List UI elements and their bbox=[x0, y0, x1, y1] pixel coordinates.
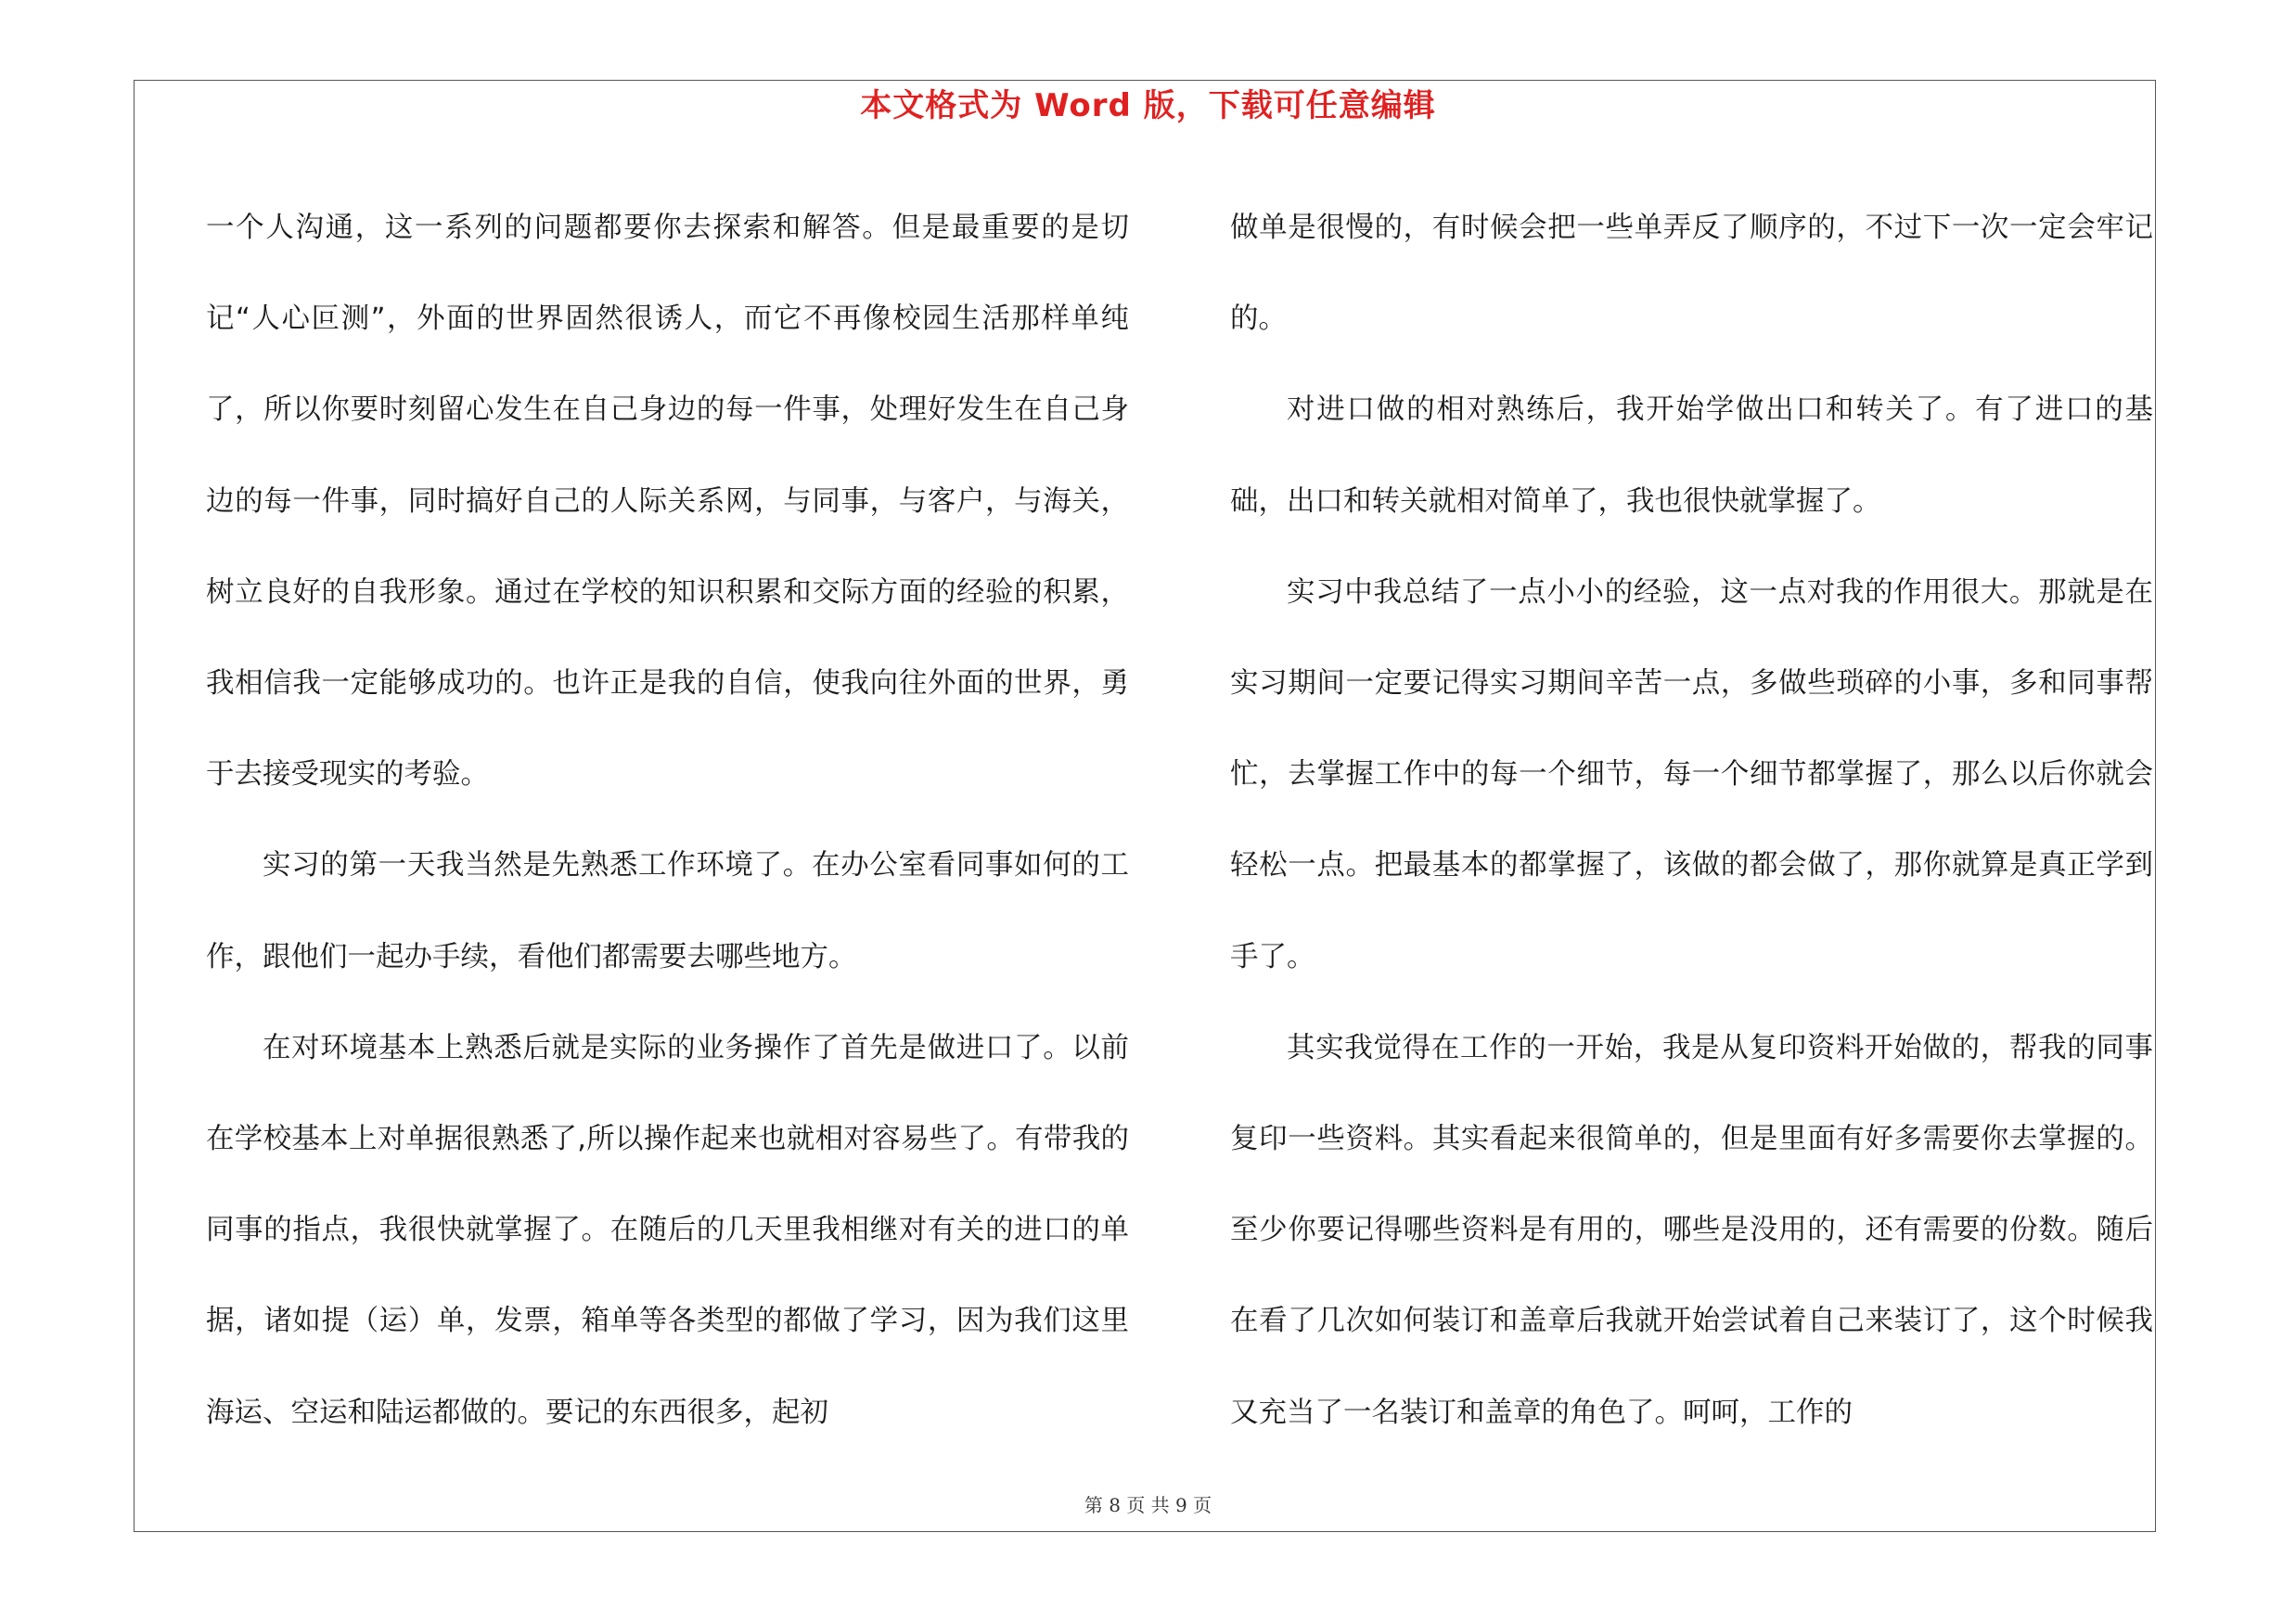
right-text-column bbox=[1230, 183, 2153, 1459]
word-format-banner: 本文格式为 Word 版，下载可任意编辑 bbox=[860, 87, 1436, 124]
paragraph: 实习的第一天我当然是先熟悉工作环境了。在办公室看同事如何的工作，跟他们一起办手续，看他们都需要去哪些地方。 bbox=[206, 849, 1129, 973]
paragraph: 实习中我总结了一点小小的经验，这一点对我的作用很大。那就是在实习期间一定要记得实习期间辛苦一点，多做些琐碎的小事，多和同事帮忙，去掌握工作中的每一个细节，每一个细节都掌握了，那么以后你就会轻松一点。把最基本的都掌握了，该做的都会做了，那你就算是真正学到手了。 bbox=[1230, 575, 2153, 973]
paragraph: 对进口做的相对熟练后，我开始学做出口和转关了。有了进口的基础，出口和转关就相对简单了，我也很快就掌握了。 bbox=[1230, 393, 2153, 518]
paragraph: 做单是很慢的，有时候会把一些单弄反了顺序的，不过下一次一定会牢记的。 bbox=[1230, 212, 2153, 336]
paragraph: 一个人沟通，这一系列的问题都要你去探索和解答。但是最重要的是切记“人心叵测”，外面的世界固然很诱人，而它不再像校园生活那样单纯了，所以你要时刻留心发生在自己身边的每一件事，处理好发生在自己身边的每一件事，同时搞好自己的人际关系网，与同事，与客户，与海关，树立良好的自我形象。通过在学校的知识积累和交际方面的经验的积累，我相信我一定能够成功的。也许正是我的自信，使我向往外面的世界，勇于去接受现实的考验。 bbox=[206, 212, 1129, 792]
page-number: 第 8 页 共 9 页 bbox=[1084, 1494, 1212, 1516]
paragraph: 其实我觉得在工作的一开始，我是从复印资料开始做的，帮我的同事复印一些资料。其实看起来很简单的，但是里面有好多需要你去掌握的。至少你要记得哪些资料是有用的，哪些是没用的，还有需要的份数。随后在看了几次如何装订和盖章后我就开始尝试着自己来装订了，这个时候我又充当了一名装订和盖章的角色了。呵呵，工作的 bbox=[1230, 1031, 2153, 1429]
left-text-column bbox=[206, 183, 1129, 1459]
paragraph: 在对环境基本上熟悉后就是实际的业务操作了首先是做进口了。以前在学校基本上对单据很熟悉了,所以操作起来也就相对容易些了。有带我的同事的指点，我很快就掌握了。在随后的几天里我相继对有关的进口的单据，诸如提（运）单，发票，箱单等各类型的都做了学习，因为我们这里海运、空运和陆运都做的。要记的东西很多，起初 bbox=[206, 1031, 1129, 1429]
